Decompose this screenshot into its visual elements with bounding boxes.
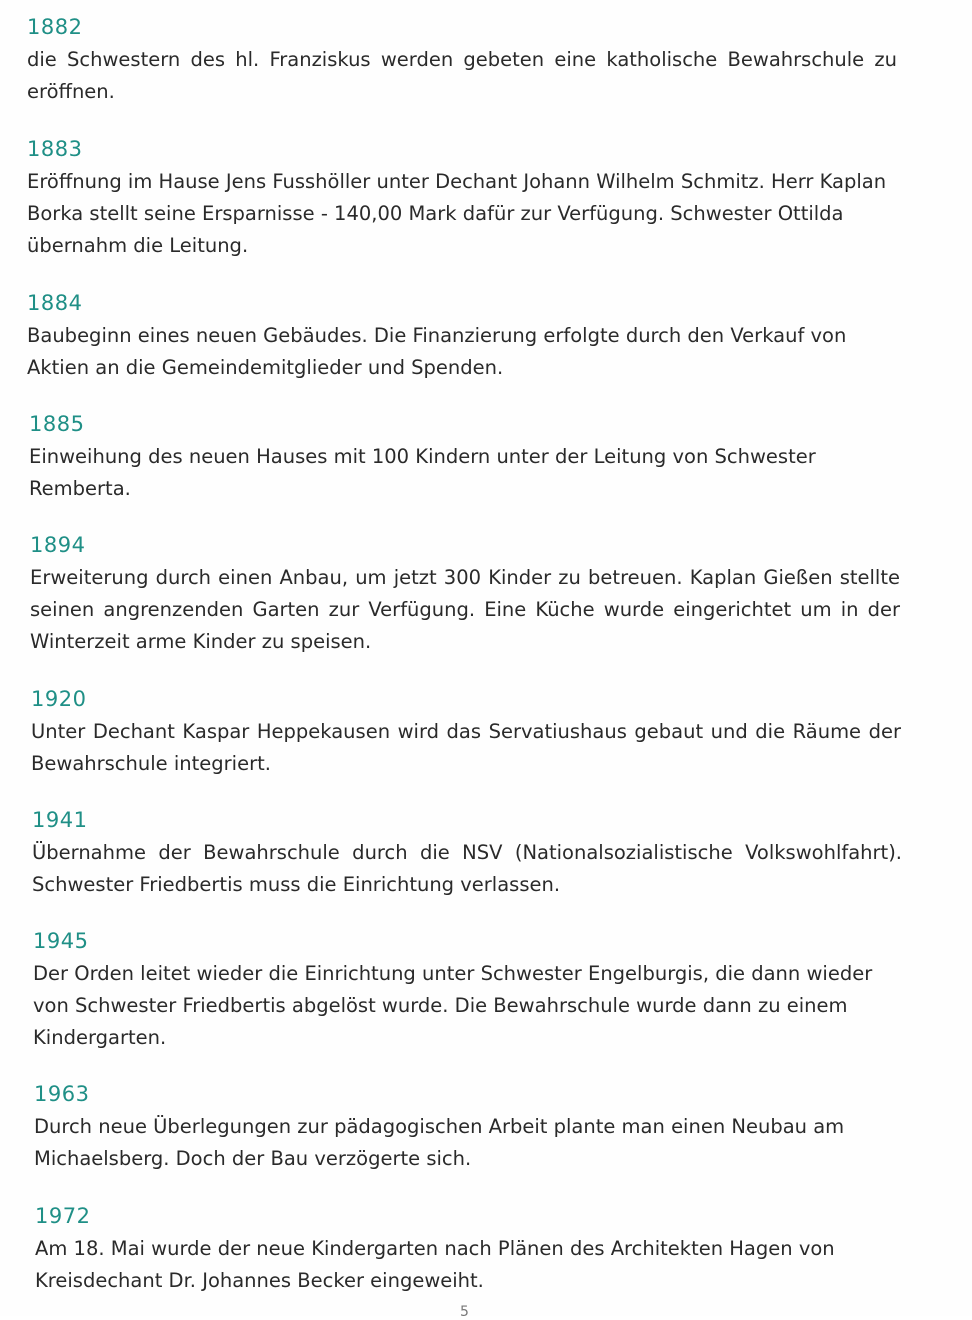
entry-text: Übernahme der Bewahrschule durch die NSV (Nationalsozialistische Volkswohlfahrt). Schwester Friedbertis muss die Einrichtung verlassen. — [32, 841, 902, 896]
entry-year: 1941 — [32, 808, 88, 832]
page-number: 5 — [460, 1304, 469, 1320]
entry-year: 1945 — [33, 929, 89, 953]
entry-year: 1963 — [34, 1082, 90, 1106]
timeline-entry-1883 — [27, 136, 897, 262]
timeline-entry-1884 — [27, 290, 897, 384]
timeline-entry-1894 — [30, 532, 900, 658]
entry-text: Am 18. Mai wurde der neue Kindergarten nach Plänen des Architekten Hagen von Kreisdechant Dr. Johannes Becker eingeweiht. — [35, 1237, 835, 1292]
entry-year: 1882 — [27, 15, 83, 39]
entry-text: Durch neue Überlegungen zur pädagogischen Arbeit plante man einen Neubau am Michaelsberg. Doch der Bau verzögerte sich. — [34, 1115, 845, 1170]
timeline-entry-1941 — [32, 807, 902, 901]
timeline-entry-1945 — [33, 928, 903, 1054]
entry-text: Der Orden leitet wieder die Einrichtung unter Schwester Engelburgis, die dann wieder von Schwester Friedbertis abgelöst wurde. Die Bewahrschule wurde dann zu einem Kindergarten. — [33, 962, 873, 1049]
entry-text: Einweihung des neuen Hauses mit 100 Kindern unter der Leitung von Schwester Remberta. — [29, 445, 816, 500]
entry-year: 1883 — [27, 137, 83, 161]
timeline-entry-1972 — [35, 1203, 905, 1297]
entry-year: 1894 — [30, 533, 86, 557]
timeline-entry-1963 — [34, 1081, 904, 1175]
timeline-entry-1885 — [29, 411, 899, 505]
entry-year: 1885 — [29, 412, 85, 436]
entry-text: Eröffnung im Hause Jens Fusshöller unter Dechant Johann Wilhelm Schmitz. Herr Kaplan Borka stellt seine Ersparnisse - 140,00 Mark dafür zur Verfügung. Schwester Ottilda übernahm die Leitung. — [27, 170, 887, 257]
entry-text: die Schwestern des hl. Franziskus werden gebeten eine katholische Bewahrschule zu eröffnen. — [27, 48, 897, 103]
timeline-entry-1920 — [31, 686, 901, 780]
timeline-entry-1882 — [27, 14, 897, 108]
entry-year: 1920 — [31, 687, 87, 711]
entry-text: Erweiterung durch einen Anbau, um jetzt 300 Kinder zu betreuen. Kaplan Gießen stellte seinen angrenzenden Garten zur Verfügung. Eine Küche wurde eingerichtet um in der Winterzeit arme Kinder zu speisen. — [30, 566, 900, 653]
entry-text: Baubeginn eines neuen Gebäudes. Die Finanzierung erfolgte durch den Verkauf von Aktien an die Gemeindemitglieder und Spenden. — [27, 324, 847, 379]
entry-year: 1972 — [35, 1204, 91, 1228]
entry-text: Unter Dechant Kaspar Heppekausen wird das Servatiushaus gebaut und die Räume der Bewahrschule integriert. — [31, 720, 901, 775]
entry-year: 1884 — [27, 291, 83, 315]
